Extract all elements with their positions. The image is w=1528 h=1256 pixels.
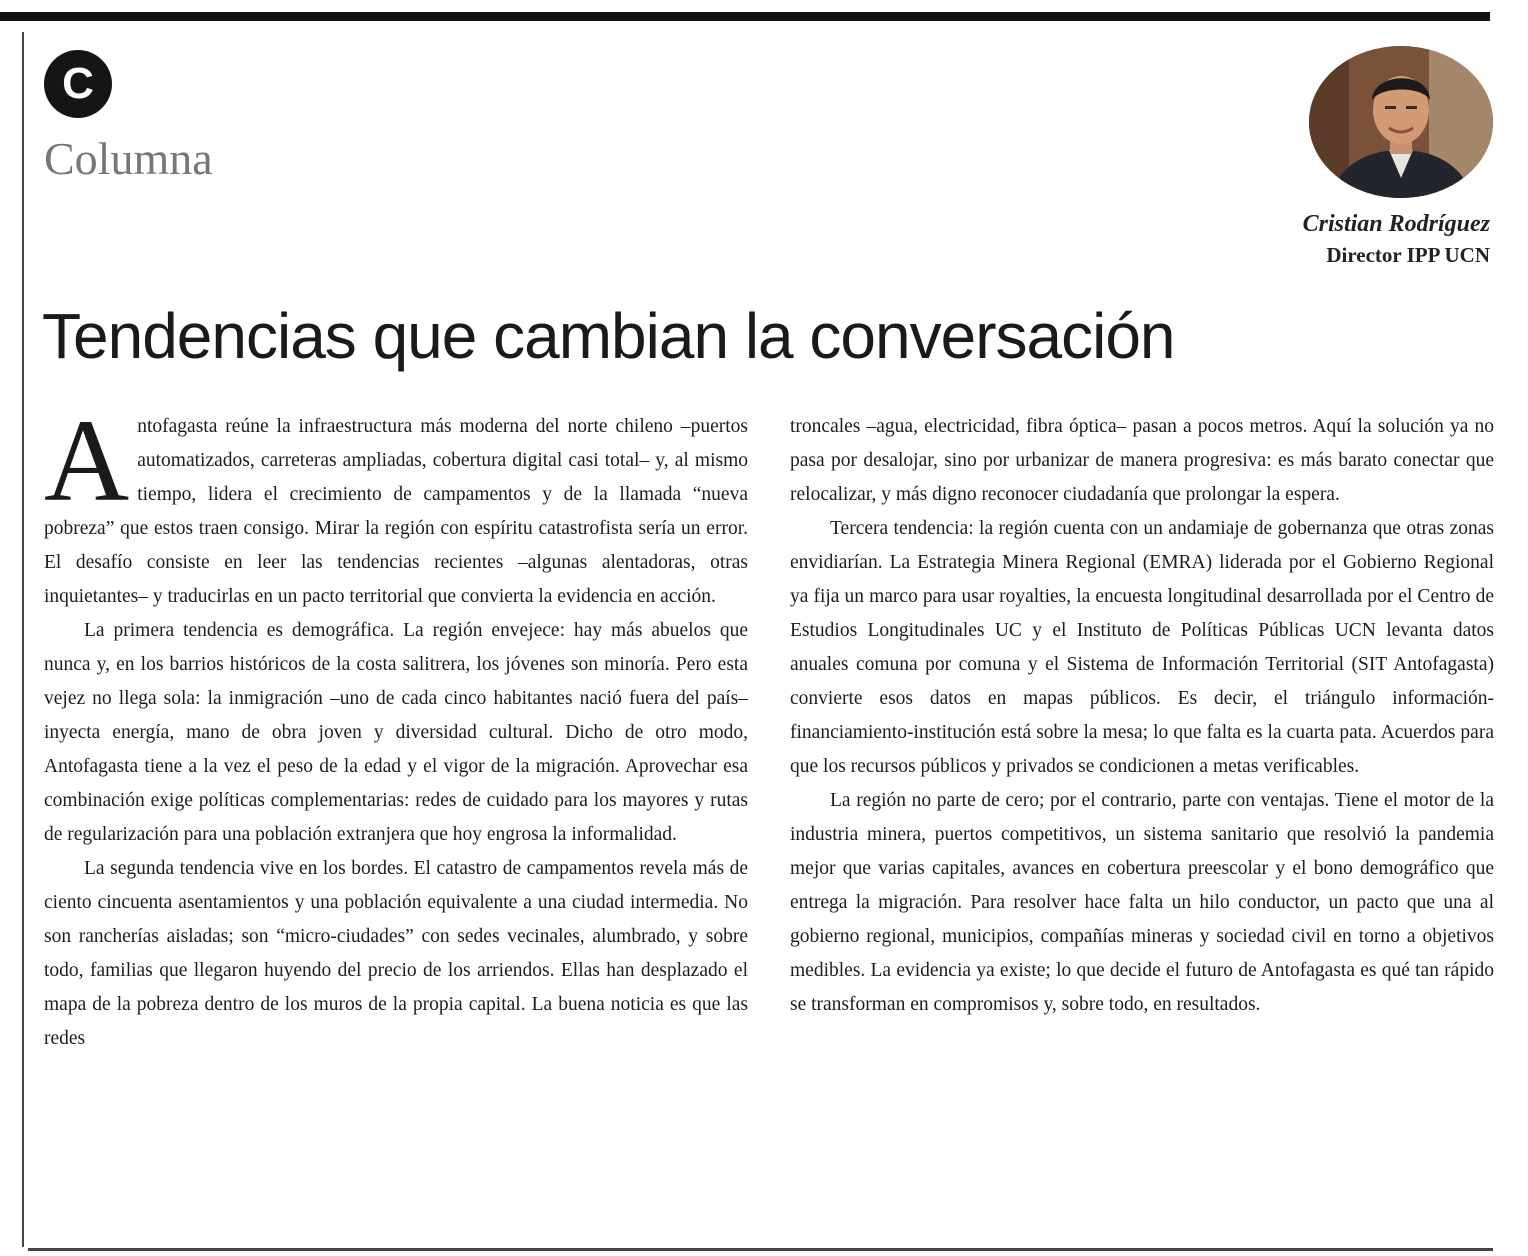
column-badge-icon <box>44 50 112 118</box>
section-label: Columna <box>44 133 213 184</box>
article-column-left <box>44 395 748 1056</box>
drop-cap: A <box>44 395 130 526</box>
bottom-rule <box>28 1248 1493 1251</box>
author-role: Director IPP UCN <box>1326 243 1490 267</box>
author-portrait-icon <box>1309 46 1493 198</box>
article-paragraph: troncales –agua, electricidad, fibra óptica– pasan a pocos metros. Aquí la solución ya no pasa por desalojar, sino por urbanizar de manera progresiva: es más barato conectar que relocalizar, y más digno reconocer ciudadanía que prolongar la espera. <box>790 416 1494 505</box>
article-paragraph <box>44 395 748 614</box>
article-paragraph: La región no parte de cero; por el contrario, parte con ventajas. Tiene el motor de la industria minera, puertos competitivos, un sistema sanitario que resolvió la pandemia mejor que varias capitales, avances en cobertura preescolar y el bono demográfico que entrega la migración. Para resolver hace falta un hilo conductor, un pacto que una al gobierno regional, municipios, compañías mineras y sociedad civil en torno a objetivos medibles. La evidencia ya existe; lo que decide el futuro de Antofagasta es qué tan rápido se transforman en compromisos y, sobre todo, en resultados. <box>790 790 1494 1015</box>
byline <box>1303 208 1490 270</box>
author-name: Cristian Rodríguez <box>1302 211 1490 237</box>
paragraph-text: ntofagasta reúne la infraestructura más moderna del norte chileno –puertos automatizados, carreteras ampliadas, cobertura digital casi total– y, al mismo tiempo, lidera el crecimiento de campamentos y de la llamada “nueva pobreza” que estos traen consigo. Mirar la región con espíritu catastrofista sería un error. El desafío consiste en leer las tendencias recientes –algunas alentadoras, otras inquietantes– y traducirlas en un pacto territorial que convierta la evidencia en acción. <box>44 416 748 607</box>
top-rule <box>0 12 1490 21</box>
badge-letter: C <box>62 59 94 108</box>
article-paragraph: La primera tendencia es demográfica. La región envejece: hay más abuelos que nunca y, en los barrios históricos de la costa salitrera, los jóvenes son minoría. Pero esta vejez no llega sola: la inmigración –uno de cada cinco habitantes nació fuera del país– inyecta energía, mano de obra joven y diversidad cultural. Dicho de otro modo, Antofagasta tiene a la vez el peso de la edad y el vigor de la migración. Aprovechar esa combinación exige políticas complementarias: redes de cuidado para los mayores y rutas de regularización para una población extranjera que hoy engrosa la informalidad. <box>44 620 748 845</box>
author-photo <box>1309 46 1493 198</box>
left-rule <box>22 32 24 1247</box>
article-paragraph: Tercera tendencia: la región cuenta con un andamiaje de gobernanza que otras zonas envidiarían. La Estrategia Minera Regional (EMRA) liderada por el Gobierno Regional ya fija un marco para usar royalties, la encuesta longitudinal desarrollada por el Centro de Estudios Longitudinales UC y el Instituto de Políticas Públicas UCN levanta datos anuales comuna por comuna y el Sistema de Información Territorial (SIT Antofagasta) convierte esos datos en mapas públicos. Es decir, el triángulo información-financiamiento-institución está sobre la mesa; lo que falta es la cuarta pata. Acuerdos para que los recursos públicos y privados se condicionen a metas verificables. <box>790 518 1494 777</box>
article-column-right <box>790 410 1494 1022</box>
article-paragraph: La segunda tendencia vive en los bordes. El catastro de campamentos revela más de ciento cincuenta asentamientos y una población equivalente a una ciudad intermedia. No son rancherías aisladas; son “micro-ciudades” con sedes vecinales, alumbrado, y sobre todo, familias que llegaron huyendo del precio de los arriendos. Ellas han desplazado el mapa de la pobreza dentro de los muros de la propia capital. La buena noticia es que las redes <box>44 858 748 1049</box>
headline: Tendencias que cambian la conversación <box>42 300 1175 372</box>
